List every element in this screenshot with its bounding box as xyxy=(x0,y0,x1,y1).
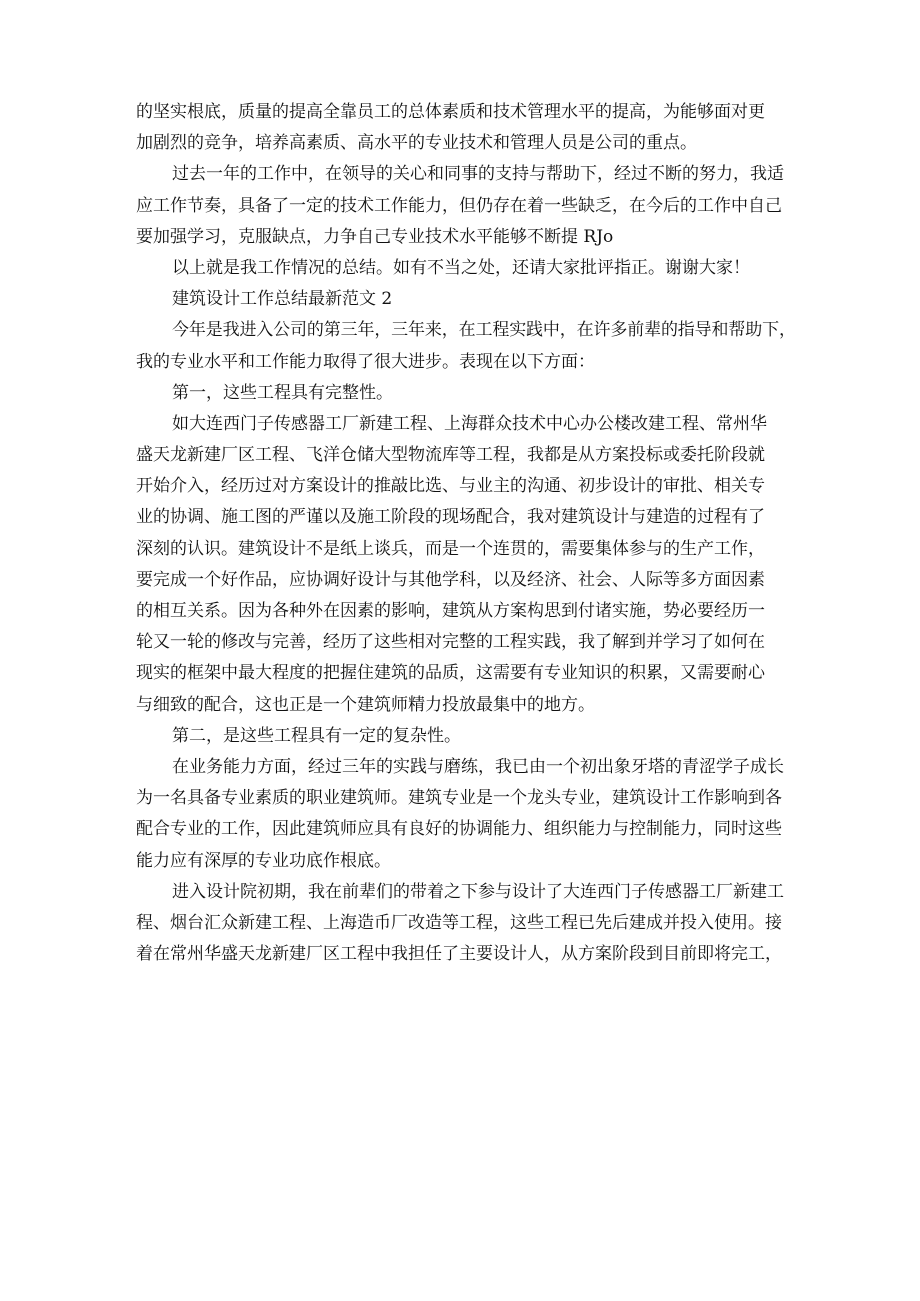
text-line: 要加强学习，克服缺点，力争自己专业技术水平能够不断提 RJo xyxy=(136,226,614,247)
text-line: 业的协调、施工图的严谨以及施工阶段的现场配合，我对建筑设计与建造的过程有了 xyxy=(136,507,765,528)
document-body xyxy=(136,97,796,970)
text-line: 应工作节奏，具备了一定的技术工作能力，但仍存在着一些缺乏，在今后的工作中自己 xyxy=(136,195,782,216)
text-line: 如大连西门子传感器工厂新建工程、上海群众技术中心办公楼改建工程、常州华 xyxy=(172,413,767,434)
text-line: 程、烟台汇众新建工程、上海造币厂改造等工程，这些工程已先后建成并投入使用。接 xyxy=(136,912,782,933)
text-line: 以上就是我工作情况的总结。如有不当之处，还请大家批评指正。谢谢大家！ xyxy=(172,257,750,278)
text-line: 着在常州华盛天龙新建厂区工程中我担任了主要设计人，从方案阶段到目前即将完工， xyxy=(136,944,782,965)
text-line: 进入设计院初期，我在前辈们的带着之下参与设计了大连西门子传感器工厂新建工 xyxy=(172,881,784,902)
text-line: 现实的框架中最大程度的把握住建筑的品质，这需要有专业知识的积累，又需要耐心 xyxy=(136,663,765,684)
text-line: 我的专业水平和工作能力取得了很大进步。表现在以下方面： xyxy=(136,351,595,372)
text-line: 能力应有深厚的专业功底作根底。 xyxy=(136,850,391,871)
text-line: 要完成一个好作品，应协调好设计与其他学科，以及经济、社会、人际等多方面因素 xyxy=(136,569,765,590)
text-line: 为一名具备专业素质的职业建筑师。建筑专业是一个龙头专业，建筑设计工作影响到各 xyxy=(136,788,782,809)
text-line: 建筑设计工作总结最新范文 2 xyxy=(172,289,393,310)
text-line: 过去一年的工作中，在领导的关心和同事的支持与帮助下，经过不断的努力，我适 xyxy=(172,164,784,185)
text-line: 的相互关系。因为各种外在因素的影响，建筑从方案构思到付诸实施，势必要经历一 xyxy=(136,601,765,621)
text-line: 第一，这些工程具有完整性。 xyxy=(172,382,393,403)
text-line: 在业务能力方面，经过三年的实践与磨练，我已由一个初出象牙塔的青涩学子成长 xyxy=(172,756,784,777)
text-line: 的坚实根底，质量的提高全靠员工的总体素质和技术管理水平的提高，为能够面对更 xyxy=(136,102,765,122)
text-line: 深刻的认识。建筑设计不是纸上谈兵，而是一个连贯的，需要集体参与的生产工作， xyxy=(136,538,765,559)
text-line: 第二，是这些工程具有一定的复杂性。 xyxy=(172,725,461,746)
text-line: 盛天龙新建厂区工程、飞洋仓储大型物流库等工程，我都是从方案投标或委托阶段就 xyxy=(136,445,765,466)
text-line: 与细致的配合，这也正是一个建筑师精力投放最集中的地方。 xyxy=(136,694,595,715)
text-line: 今年是我进入公司的第三年，三年来，在工程实践中，在许多前辈的指导和帮助下， xyxy=(172,320,796,341)
text-line: 轮又一轮的修改与完善，经历了这些相对完整的工程实践，我了解到并学习了如何在 xyxy=(136,632,765,653)
text-line: 加剧烈的竞争，培养高素质、高水平的专业技术和管理人员是公司的重点。 xyxy=(136,133,697,154)
text-line: 开始介入，经历过对方案设计的推敲比选、与业主的沟通、初步设计的审批、相关专 xyxy=(136,476,765,497)
text-line: 配合专业的工作，因此建筑师应具有良好的协调能力、组织能力与控制能力，同时这些 xyxy=(136,819,782,840)
